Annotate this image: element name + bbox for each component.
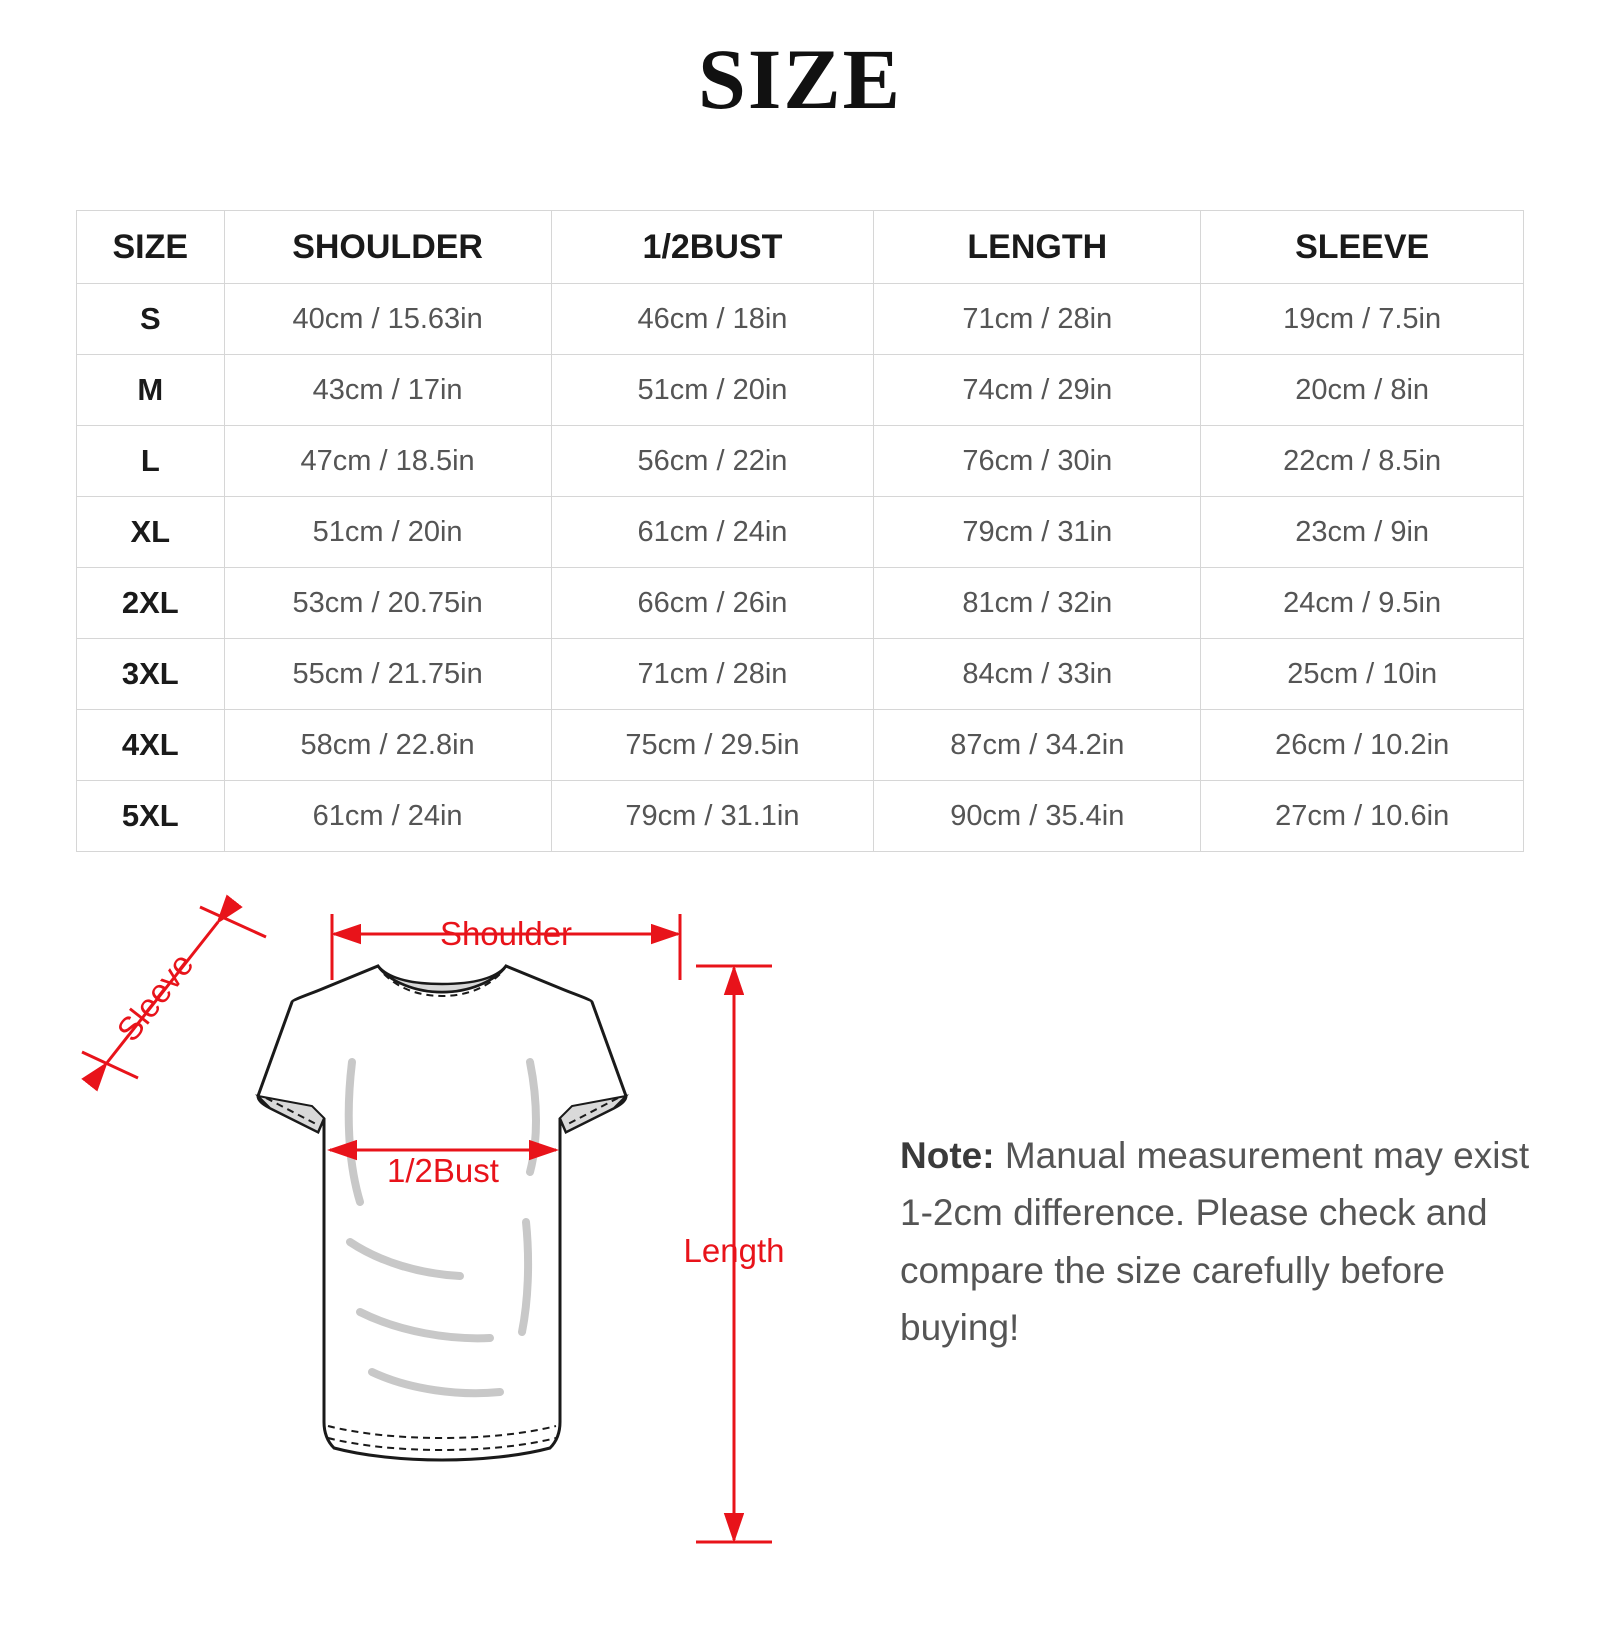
column-header-shoulder: SHOULDER xyxy=(224,211,551,284)
page-title: SIZE xyxy=(697,31,903,127)
cell-length: 90cm / 35.4in xyxy=(874,781,1201,852)
shoulder-label: Shoulder xyxy=(439,915,573,952)
note-text: Manual measurement may exist 1-2cm difference. Please check and compare the size carefully before buying! xyxy=(900,1135,1530,1349)
table-header-row xyxy=(77,211,1524,284)
cell-bust: 75cm / 29.5in xyxy=(551,710,874,781)
cell-sleeve: 20cm / 8in xyxy=(1201,355,1524,426)
cell-bust: 46cm / 18in xyxy=(551,284,874,355)
length-label: Length xyxy=(683,1232,785,1269)
cell-length: 84cm / 33in xyxy=(874,639,1201,710)
cell-sleeve: 27cm / 10.6in xyxy=(1201,781,1524,852)
cell-length: 87cm / 34.2in xyxy=(874,710,1201,781)
cell-size: S xyxy=(77,284,225,355)
cell-length: 74cm / 29in xyxy=(874,355,1201,426)
cell-shoulder: 40cm / 15.63in xyxy=(224,284,551,355)
cell-size: 5XL xyxy=(77,781,225,852)
cell-length: 79cm / 31in xyxy=(874,497,1201,568)
cell-sleeve: 24cm / 9.5in xyxy=(1201,568,1524,639)
table-row xyxy=(77,426,1524,497)
note-label: Note: xyxy=(900,1135,995,1176)
cell-shoulder: 61cm / 24in xyxy=(224,781,551,852)
cell-shoulder: 58cm / 22.8in xyxy=(224,710,551,781)
garment-measurement-diagram xyxy=(60,882,860,1582)
size-chart-table xyxy=(76,210,1524,852)
bust-label: 1/2Bust xyxy=(387,1152,499,1189)
table-row xyxy=(77,355,1524,426)
table-row xyxy=(77,497,1524,568)
table-row xyxy=(77,781,1524,852)
size-chart-table-wrapper xyxy=(76,210,1524,852)
cell-sleeve: 26cm / 10.2in xyxy=(1201,710,1524,781)
cell-shoulder: 53cm / 20.75in xyxy=(224,568,551,639)
cell-length: 81cm / 32in xyxy=(874,568,1201,639)
column-header-sleeve: SLEEVE xyxy=(1201,211,1524,284)
cell-sleeve: 22cm / 8.5in xyxy=(1201,426,1524,497)
cell-size: 4XL xyxy=(77,710,225,781)
table-row xyxy=(77,639,1524,710)
tshirt-illustration xyxy=(258,966,626,1460)
cell-length: 76cm / 30in xyxy=(874,426,1201,497)
cell-bust: 51cm / 20in xyxy=(551,355,874,426)
cell-shoulder: 43cm / 17in xyxy=(224,355,551,426)
cell-size: 3XL xyxy=(77,639,225,710)
cell-size: L xyxy=(77,426,225,497)
cell-shoulder: 47cm / 18.5in xyxy=(224,426,551,497)
cell-size: 2XL xyxy=(77,568,225,639)
note-block xyxy=(900,1127,1550,1356)
cell-bust: 61cm / 24in xyxy=(551,497,874,568)
table-row xyxy=(77,284,1524,355)
table-row xyxy=(77,568,1524,639)
cell-size: M xyxy=(77,355,225,426)
cell-bust: 79cm / 31.1in xyxy=(551,781,874,852)
cell-shoulder: 51cm / 20in xyxy=(224,497,551,568)
cell-bust: 56cm / 22in xyxy=(551,426,874,497)
cell-sleeve: 19cm / 7.5in xyxy=(1201,284,1524,355)
column-header-length: LENGTH xyxy=(874,211,1201,284)
cell-length: 71cm / 28in xyxy=(874,284,1201,355)
column-header-size: SIZE xyxy=(77,211,225,284)
cell-bust: 71cm / 28in xyxy=(551,639,874,710)
column-header-bust: 1/2BUST xyxy=(551,211,874,284)
sleeve-label: Sleeve xyxy=(109,945,201,1049)
table-row xyxy=(77,710,1524,781)
cell-bust: 66cm / 26in xyxy=(551,568,874,639)
cell-size: XL xyxy=(77,497,225,568)
cell-sleeve: 23cm / 9in xyxy=(1201,497,1524,568)
cell-sleeve: 25cm / 10in xyxy=(1201,639,1524,710)
cell-shoulder: 55cm / 21.75in xyxy=(224,639,551,710)
